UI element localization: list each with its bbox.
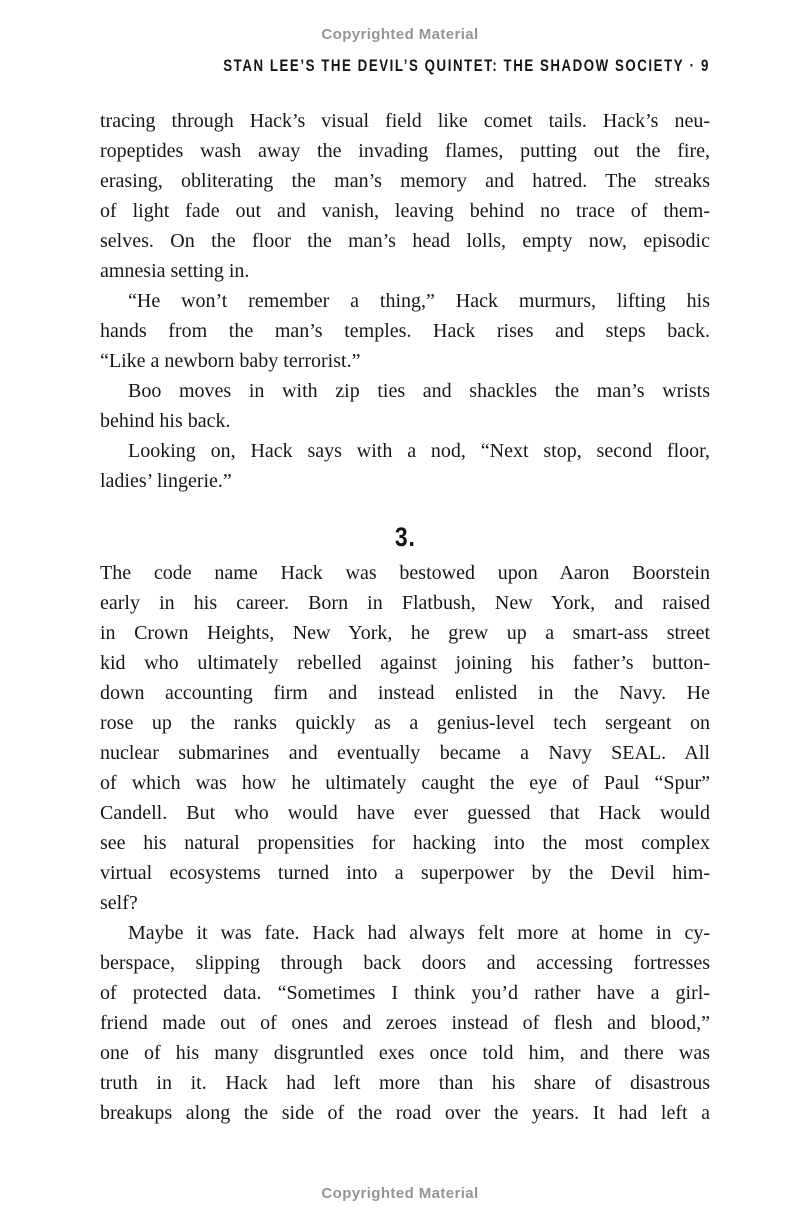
- page-number: 9: [701, 56, 710, 75]
- running-head: [0, 56, 800, 76]
- paragraph-code-name-hack: The code name Hack was bestowed upon Aaron Boorstein early in his career. Born in Flatbush, New York, and raised in Crown Heights, New York, he grew up a smart-ass street kid who ultimately rebelled against joining his father’s button- down accounting firm and instead enlisted in the Navy. He rose up the ranks quickly as a genius-level tech sergeant on nuclear submarines and eventually became a Navy SEAL. All of which was how he ultimately caught the eye of Paul “Spur” Candell. But who would have ever guessed that Hack would see his natural propensities for hacking into the most complex virtual ecosystems turned into a superpower by the Devil him- self?: [100, 562, 710, 914]
- body-text: [100, 106, 710, 1128]
- book-title: STAN LEE’S THE DEVIL’S QUINTET: THE SHADOW SOCIETY: [223, 56, 685, 75]
- separator-dot: ·: [689, 56, 696, 75]
- paragraph-next-stop: Looking on, Hack says with a nod, “Next stop, second floor, ladies’ lingerie.”: [100, 440, 710, 492]
- paragraph-boo-zip-ties: Boo moves in with zip ties and shackles the man’s wrists behind his back.: [100, 380, 710, 432]
- copyright-watermark-bottom: Copyrighted Material: [321, 1185, 479, 1202]
- paragraph-maybe-fate: Maybe it was fate. Hack had always felt more at home in cy- berspace, slipping through back doors and accessing fortresses of protected data. “Sometimes I think you’d rather have a girl- friend made out of ones and zeroes instead of flesh and blood,” one of his many disgruntled exes once told him, and there was truth in it. Hack had left more than his share of disastrous breakups along the side of the road over the years. It had left a: [100, 922, 710, 1124]
- section-heading: [100, 522, 710, 552]
- paragraph-dialogue-remember: “He won’t remember a thing,” Hack murmurs, lifting his hands from the man’s temples. Hack rises and steps back. “Like a newborn baby terrorist.”: [100, 290, 710, 372]
- copyright-watermark-top: Copyrighted Material: [321, 26, 479, 43]
- running-head-text: [223, 56, 710, 76]
- paragraph-continuation: tracing through Hack’s visual field like comet tails. Hack’s neu- ropeptides wash away the invading flames, putting out the fire, erasing, obliterating the man’s memory and hatred. The streaks of light fade out and vanish, leaving behind no trace of them- selves. On the floor the man’s head lolls, empty now, episodic amnesia setting in.: [100, 110, 710, 282]
- section-number: 3.: [394, 522, 416, 552]
